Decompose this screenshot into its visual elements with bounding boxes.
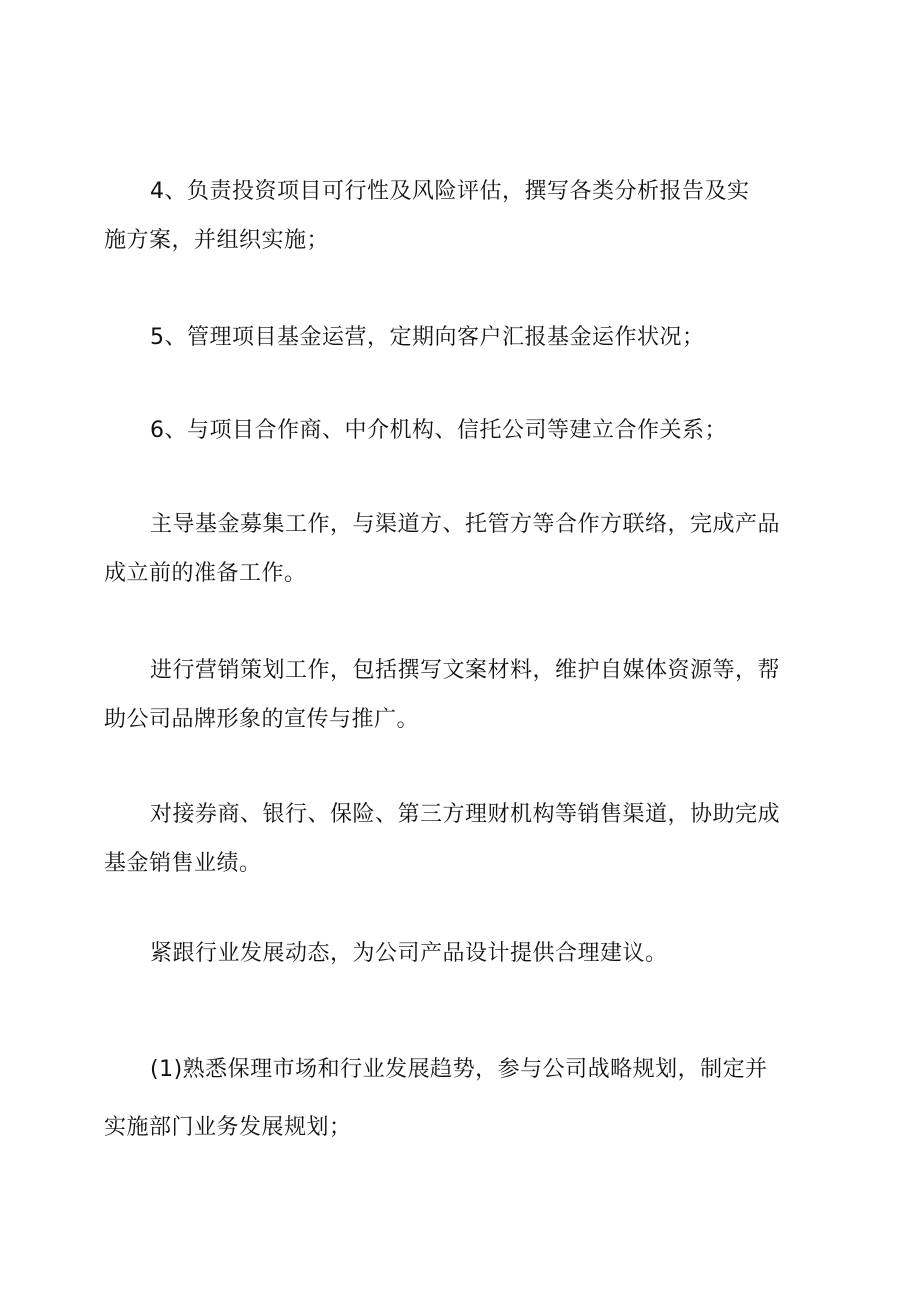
- paragraph-line: (1)熟悉保理市场和行业发展趋势，参与公司战略规划，制定并: [150, 1057, 768, 1082]
- paragraph-item-6: [104, 406, 804, 455]
- paragraph-line: 实施部门业务发展规划；: [104, 1115, 352, 1140]
- paragraph-factoring: [104, 1041, 804, 1157]
- paragraph-line: 5、管理项目基金运营，定期向客户汇报基金运作状况；: [150, 325, 705, 350]
- paragraph-marketing: [104, 646, 804, 744]
- paragraph-line: 4、负责投资项目可行性及风险评估，撰写各类分析报告及实: [150, 179, 750, 204]
- paragraph-line: 紧跟行业发展动态，为公司产品设计提供合理建议。: [150, 941, 668, 966]
- paragraph-line: 进行营销策划工作，包括撰写文案材料，维护自媒体资源等，帮: [150, 658, 781, 683]
- paragraph-line: 主导基金募集工作，与渠道方、托管方等合作方联络，完成产品: [150, 512, 781, 537]
- paragraph-item-5: [104, 313, 804, 362]
- paragraph-industry-trends: [104, 929, 804, 978]
- paragraph-line: 6、与项目合作商、中介机构、信托公司等建立合作关系；: [150, 418, 727, 443]
- paragraph-line: 对接券商、银行、保险、第三方理财机构等销售渠道，协助完成: [150, 802, 781, 827]
- paragraph-line: 施方案，并组织实施；: [104, 228, 330, 253]
- paragraph-line: 基金销售业绩。: [104, 851, 262, 876]
- paragraph-fundraising: [104, 500, 804, 598]
- paragraph-sales-channels: [104, 790, 804, 888]
- paragraph-line: 成立前的准备工作。: [104, 561, 307, 586]
- paragraph-item-4: [104, 167, 804, 265]
- paragraph-line: 助公司品牌形象的宣传与推广。: [104, 707, 420, 732]
